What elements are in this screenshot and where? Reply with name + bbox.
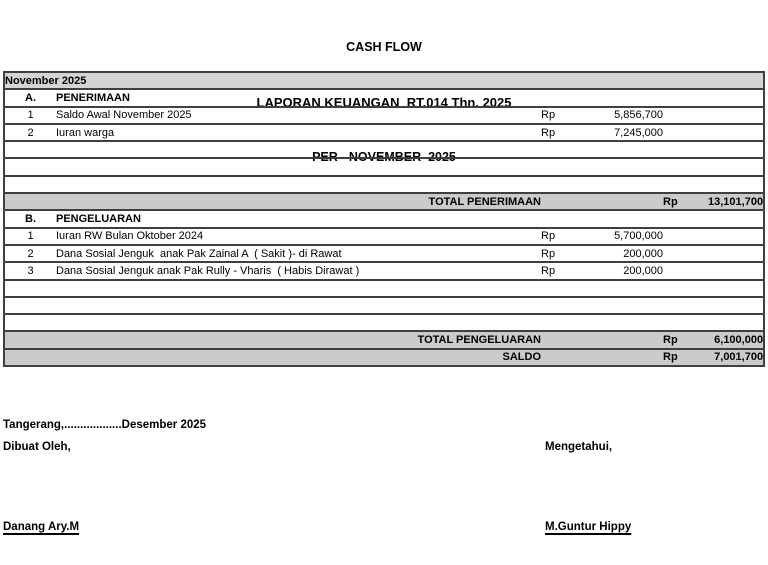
empty-cell	[663, 228, 701, 245]
total-penerimaan-row	[4, 193, 764, 210]
empty-cell	[4, 280, 764, 297]
row-description: Dana Sosial Jenguk anak Pak Rully - Vharis ( Habis Dirawat )	[56, 262, 541, 279]
total-currency: Rp	[663, 193, 701, 210]
footer-place-date: Tangerang,..................Desember 2025	[3, 419, 207, 431]
title-period: PER - NOVEMBER 2025	[312, 150, 456, 164]
empty-cell	[541, 331, 576, 348]
saldo-amount: 7,001,700	[701, 349, 764, 366]
empty-cell	[701, 107, 764, 124]
saldo-currency: Rp	[663, 349, 701, 366]
row-number: 1	[4, 107, 56, 124]
empty-row	[4, 141, 764, 158]
empty-cell	[663, 124, 701, 141]
receipt-row	[4, 124, 764, 141]
row-amount: 200,000	[576, 245, 663, 262]
row-amount: 7,245,000	[576, 124, 663, 141]
row-number: 2	[4, 124, 56, 141]
section-a-header-row	[4, 89, 764, 106]
row-description: Iuran warga	[56, 124, 541, 141]
empty-cell	[701, 262, 764, 279]
empty-cell	[701, 124, 764, 141]
row-currency: Rp	[541, 228, 576, 245]
empty-cell	[663, 107, 701, 124]
signature-name-left: Danang Ary.M	[3, 521, 80, 533]
total-amount: 13,101,700	[701, 193, 764, 210]
empty-cell	[663, 262, 701, 279]
row-currency: Rp	[541, 124, 576, 141]
empty-cell	[541, 349, 576, 366]
row-number: 3	[4, 262, 56, 279]
expense-row	[4, 245, 764, 262]
empty-cell	[701, 245, 764, 262]
period-header-row	[4, 72, 764, 89]
row-currency: Rp	[541, 107, 576, 124]
footer-acknowledged-by-label: Mengetahui,	[545, 441, 613, 453]
footer-prepared-by-label: Dibuat Oleh,	[3, 441, 71, 453]
row-description: Iuran RW Bulan Oktober 2024	[56, 228, 541, 245]
total-amount: 6,100,000	[701, 331, 764, 348]
empty-row	[4, 158, 764, 175]
empty-cell	[576, 349, 663, 366]
row-description: Saldo Awal November 2025	[56, 107, 541, 124]
total-currency: Rp	[663, 331, 701, 348]
row-amount: 5,856,700	[576, 107, 663, 124]
empty-cell	[541, 193, 576, 210]
empty-row	[4, 280, 764, 297]
row-amount: 200,000	[576, 262, 663, 279]
section-b-header-row	[4, 210, 764, 227]
period-header-cell: November 2025	[4, 72, 764, 89]
empty-cell	[576, 193, 663, 210]
expense-row	[4, 262, 764, 279]
empty-cell	[4, 158, 764, 175]
section-b-code: B.	[4, 210, 56, 227]
empty-cell	[4, 176, 764, 193]
empty-row	[4, 176, 764, 193]
total-pengeluaran-label: TOTAL PENGELUARAN	[4, 331, 541, 348]
row-currency: Rp	[541, 262, 576, 279]
row-number: 2	[4, 245, 56, 262]
total-penerimaan-label: TOTAL PENERIMAAN	[4, 193, 541, 210]
empty-cell	[701, 228, 764, 245]
empty-cell	[4, 314, 764, 331]
empty-cell	[4, 297, 764, 314]
section-b-name: PENGELUARAN	[56, 210, 764, 227]
section-a-name: PENERIMAAN	[56, 89, 764, 106]
row-currency: Rp	[541, 245, 576, 262]
saldo-label: SALDO	[4, 349, 541, 366]
signature-name-right: M.Guntur Hippy	[545, 521, 632, 533]
empty-row	[4, 314, 764, 331]
saldo-row	[4, 349, 764, 366]
row-amount: 5,700,000	[576, 228, 663, 245]
empty-cell	[663, 245, 701, 262]
row-description: Dana Sosial Jenguk anak Pak Zainal A ( Sakit )- di Rawat	[56, 245, 541, 262]
title-report-name: LAPORAN KEUANGAN RT.014 Thn. 2025	[256, 95, 512, 110]
empty-row	[4, 297, 764, 314]
cashflow-table	[3, 71, 765, 367]
empty-cell	[576, 331, 663, 348]
section-a-code: A.	[4, 89, 56, 106]
receipt-row	[4, 107, 764, 124]
title-cash-flow: CASH FLOW	[346, 40, 422, 54]
empty-cell	[4, 141, 764, 158]
row-number: 1	[4, 228, 56, 245]
expense-row	[4, 228, 764, 245]
total-pengeluaran-row	[4, 331, 764, 348]
